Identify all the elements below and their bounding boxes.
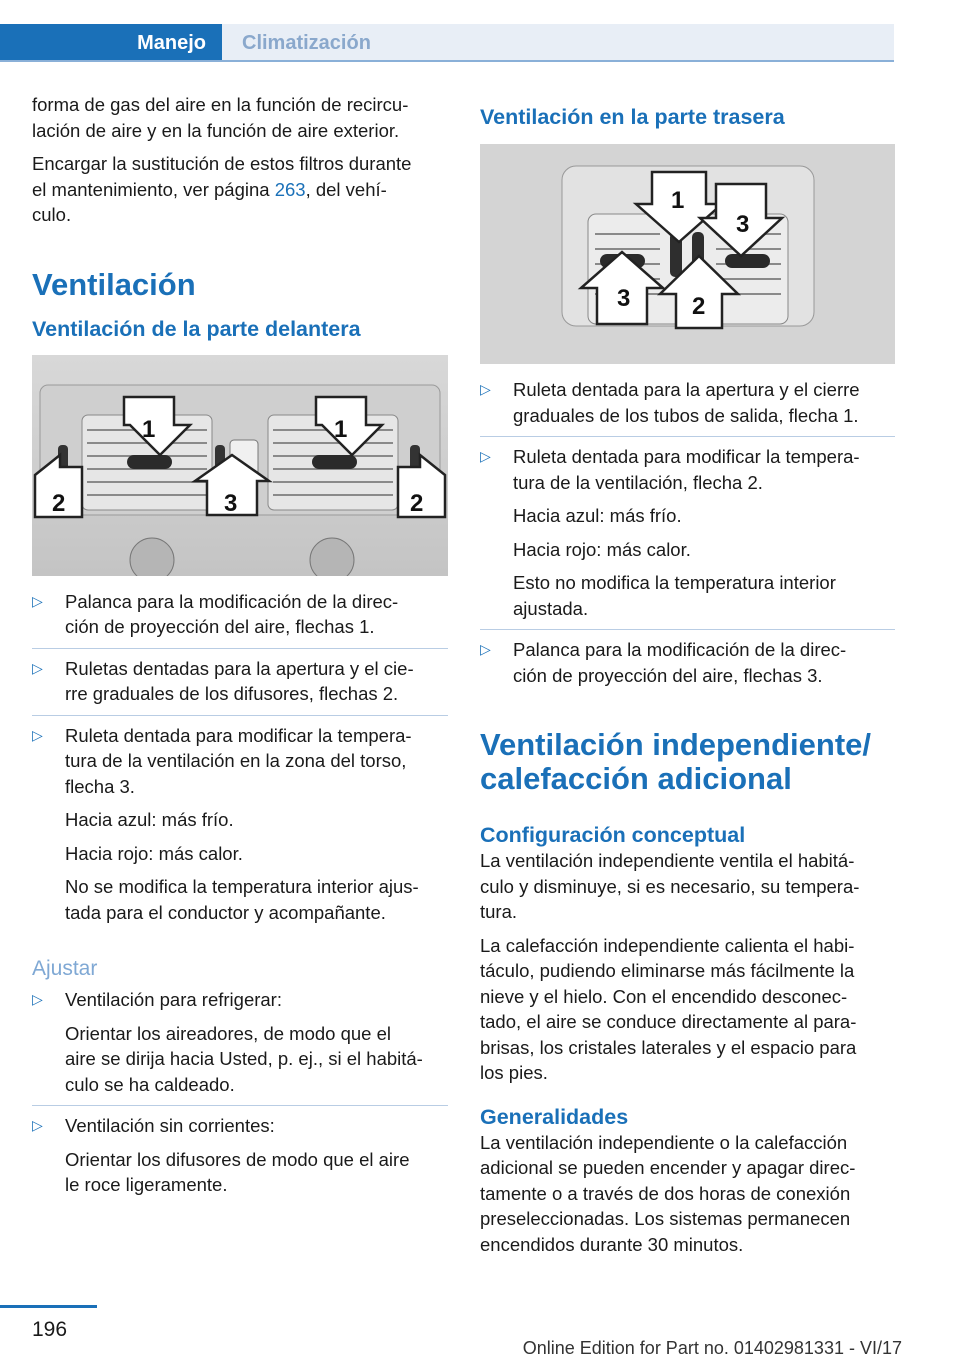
front-bullet-list bbox=[32, 589, 448, 926]
text-line: táculo, pudiendo eliminarse más fácilmente la bbox=[480, 960, 855, 981]
text-line: ción de proyección del aire, flechas 3. bbox=[513, 664, 823, 686]
text-line: Hacia rojo: más calor. bbox=[513, 538, 691, 560]
tab-manejo-label: Manejo bbox=[137, 32, 206, 54]
triangle-bullet-icon: ▷ bbox=[32, 1117, 43, 1133]
rear-vent-figure bbox=[480, 144, 895, 364]
tab-climatizacion-label: Climatización bbox=[242, 32, 371, 54]
text-line: Esto no modifica la temperatura interior bbox=[513, 572, 836, 593]
text-line: Palanca para la modificación de la direc‐ bbox=[65, 590, 399, 612]
list-item bbox=[32, 1113, 448, 1198]
front-arrow-label-2b: 2 bbox=[410, 489, 424, 517]
subtitle-rear-vent: Ventilación en la parte trasera bbox=[480, 105, 785, 129]
text-line: Hacia rojo: más calor. bbox=[65, 842, 243, 864]
list-item bbox=[480, 444, 895, 621]
text-line: Encargar la sustitución de estos filtros durante bbox=[32, 153, 412, 174]
page-number: 196 bbox=[32, 1318, 68, 1341]
list-item bbox=[32, 589, 448, 640]
text-line: ajustada. bbox=[513, 597, 589, 619]
text-line: nieve y el hielo. Con el encendido desconec‐ bbox=[480, 985, 848, 1007]
text-line: calefacción adicional bbox=[480, 761, 792, 796]
text-line: Palanca para la modificación de la direc‐ bbox=[513, 639, 847, 660]
text-line: brisas, los cristales laterales y el espacio para bbox=[480, 1036, 857, 1058]
divider bbox=[32, 715, 448, 716]
text-line: , del vehí‐ bbox=[305, 178, 387, 200]
text-line: flecha 3. bbox=[65, 775, 135, 797]
text-line: Hacia azul: más frío. bbox=[513, 505, 682, 526]
concept-paragraph-1 bbox=[480, 848, 895, 925]
front-arrow-label-1b: 1 bbox=[334, 415, 348, 443]
general-paragraph bbox=[480, 1130, 895, 1258]
front-arrow-label-2a: 2 bbox=[52, 489, 66, 517]
text-line: aire se dirija hacia Usted, p. ej., si el habitá‐ bbox=[65, 1048, 423, 1069]
list-item bbox=[32, 723, 448, 926]
text-line: Ventilación para refrigerar: bbox=[65, 989, 282, 1010]
tab-climatizacion[interactable] bbox=[222, 24, 894, 60]
rear-bullet-list bbox=[480, 377, 895, 688]
page-header bbox=[0, 0, 960, 62]
triangle-bullet-icon: ▷ bbox=[480, 641, 491, 657]
rear-arrow-label-2: 2 bbox=[692, 293, 706, 320]
edition-note: Online Edition for Part no. 01402981331 - VI/17 bbox=[522, 1338, 902, 1358]
text-line: Orientar los difusores de modo que el aire bbox=[65, 1148, 410, 1170]
text-line: los pies. bbox=[480, 1062, 548, 1083]
text-line: La ventilación independiente o la calefacción bbox=[480, 1131, 848, 1153]
text-line: Ruleta dentada para modificar la tempera‐ bbox=[65, 724, 412, 746]
triangle-bullet-icon: ▷ bbox=[480, 448, 491, 464]
text-line: tada para el conductor y acompañante. bbox=[65, 901, 386, 923]
text-line: Ruletas dentadas para la apertura y el cie‐ bbox=[65, 657, 414, 679]
left-column bbox=[32, 92, 448, 1198]
text-line: Orientar los aireadores, de modo que el bbox=[65, 1022, 391, 1044]
front-arrow-label-3: 3 bbox=[224, 489, 238, 517]
divider bbox=[480, 629, 895, 630]
intro-paragraph bbox=[32, 92, 448, 143]
divider bbox=[480, 436, 895, 437]
list-item bbox=[32, 656, 448, 707]
text-line: el mantenimiento, ver página bbox=[32, 178, 275, 200]
text-line: Ventilación independiente/ bbox=[480, 727, 872, 762]
text-line: La calefacción independiente calienta el habi‐ bbox=[480, 934, 855, 956]
text-line: culo y disminuye, si es necesario, su tempera‐ bbox=[480, 875, 860, 897]
tab-manejo[interactable] bbox=[0, 24, 222, 62]
subtitle-concept: Configuración conceptual bbox=[480, 823, 746, 847]
text-line: tura de la ventilación, flecha 2. bbox=[513, 471, 763, 493]
text-line: Ruleta dentada para la apertura y el cierre bbox=[513, 379, 860, 400]
triangle-bullet-icon: ▷ bbox=[32, 991, 43, 1007]
text-line: rre graduales de los difusores, flechas 2. bbox=[65, 683, 399, 704]
section-title-ventilacion: Ventilación bbox=[32, 266, 196, 302]
footer-rule bbox=[0, 1305, 97, 1308]
triangle-bullet-icon: ▷ bbox=[480, 381, 491, 397]
text-line: graduales de los tubos de salida, flecha 1. bbox=[513, 404, 859, 426]
text-line: culo. bbox=[32, 204, 72, 225]
text-line: forma de gas del aire en la función de recircu‐ bbox=[32, 94, 409, 115]
text-line: ción de proyección del aire, flechas 1. bbox=[65, 616, 375, 637]
section-title-independent-vent bbox=[480, 728, 895, 796]
maintenance-paragraph bbox=[32, 151, 448, 228]
right-column bbox=[480, 104, 895, 1265]
text-line: La ventilación independiente ventila el habitá‐ bbox=[480, 850, 855, 871]
page-263-link[interactable]: 263 bbox=[274, 178, 306, 200]
text-line: Ventilación sin corrientes: bbox=[65, 1115, 275, 1136]
text-line: culo se ha caldeado. bbox=[65, 1073, 235, 1095]
text-line: tura de la ventilación en la zona del torso, bbox=[65, 750, 407, 771]
list-item bbox=[32, 987, 448, 1097]
text-line: lación de aire y en la función de aire exterior. bbox=[32, 119, 400, 141]
header-rule bbox=[0, 60, 894, 62]
subtitle-generalidades: Generalidades bbox=[480, 1104, 629, 1129]
front-arrow-label-1a: 1 bbox=[142, 415, 156, 443]
subtitle-ajustar: Ajustar bbox=[32, 957, 98, 980]
text-line: preseleccionadas. Los sistemas permanecen bbox=[480, 1208, 851, 1229]
triangle-bullet-icon: ▷ bbox=[32, 726, 43, 743]
triangle-bullet-icon: ▷ bbox=[32, 592, 43, 609]
rear-arrow-label-3b: 3 bbox=[617, 285, 631, 312]
triangle-bullet-icon: ▷ bbox=[32, 659, 43, 676]
rear-arrow-label-3a: 3 bbox=[736, 211, 750, 238]
list-item bbox=[480, 637, 895, 688]
subtitle-front-vent: Ventilación de la parte delantera bbox=[32, 316, 361, 341]
text-line: No se modifica la temperatura interior ajus‐ bbox=[65, 876, 419, 897]
text-line: Hacia azul: más frío. bbox=[65, 809, 234, 830]
text-line: Ruleta dentada para modificar la tempera‐ bbox=[513, 446, 860, 467]
divider bbox=[32, 648, 448, 649]
text-line: tamente o a través de dos horas de conexión bbox=[480, 1182, 851, 1204]
text-line: encendidos durante 30 minutos. bbox=[480, 1233, 744, 1255]
adjust-bullet-list bbox=[32, 987, 448, 1198]
text-line: adicional se pueden encender y apagar direc‐ bbox=[480, 1157, 856, 1178]
text-line: tado, el aire se conduce directamente al para‐ bbox=[480, 1011, 857, 1032]
text-line: le roce ligeramente. bbox=[65, 1174, 228, 1195]
divider bbox=[32, 1105, 448, 1106]
front-vent-figure bbox=[32, 355, 448, 576]
concept-paragraph-2 bbox=[480, 933, 895, 1086]
rear-arrow-label-1: 1 bbox=[671, 187, 685, 214]
text-line: tura. bbox=[480, 901, 518, 922]
list-item bbox=[480, 377, 895, 428]
